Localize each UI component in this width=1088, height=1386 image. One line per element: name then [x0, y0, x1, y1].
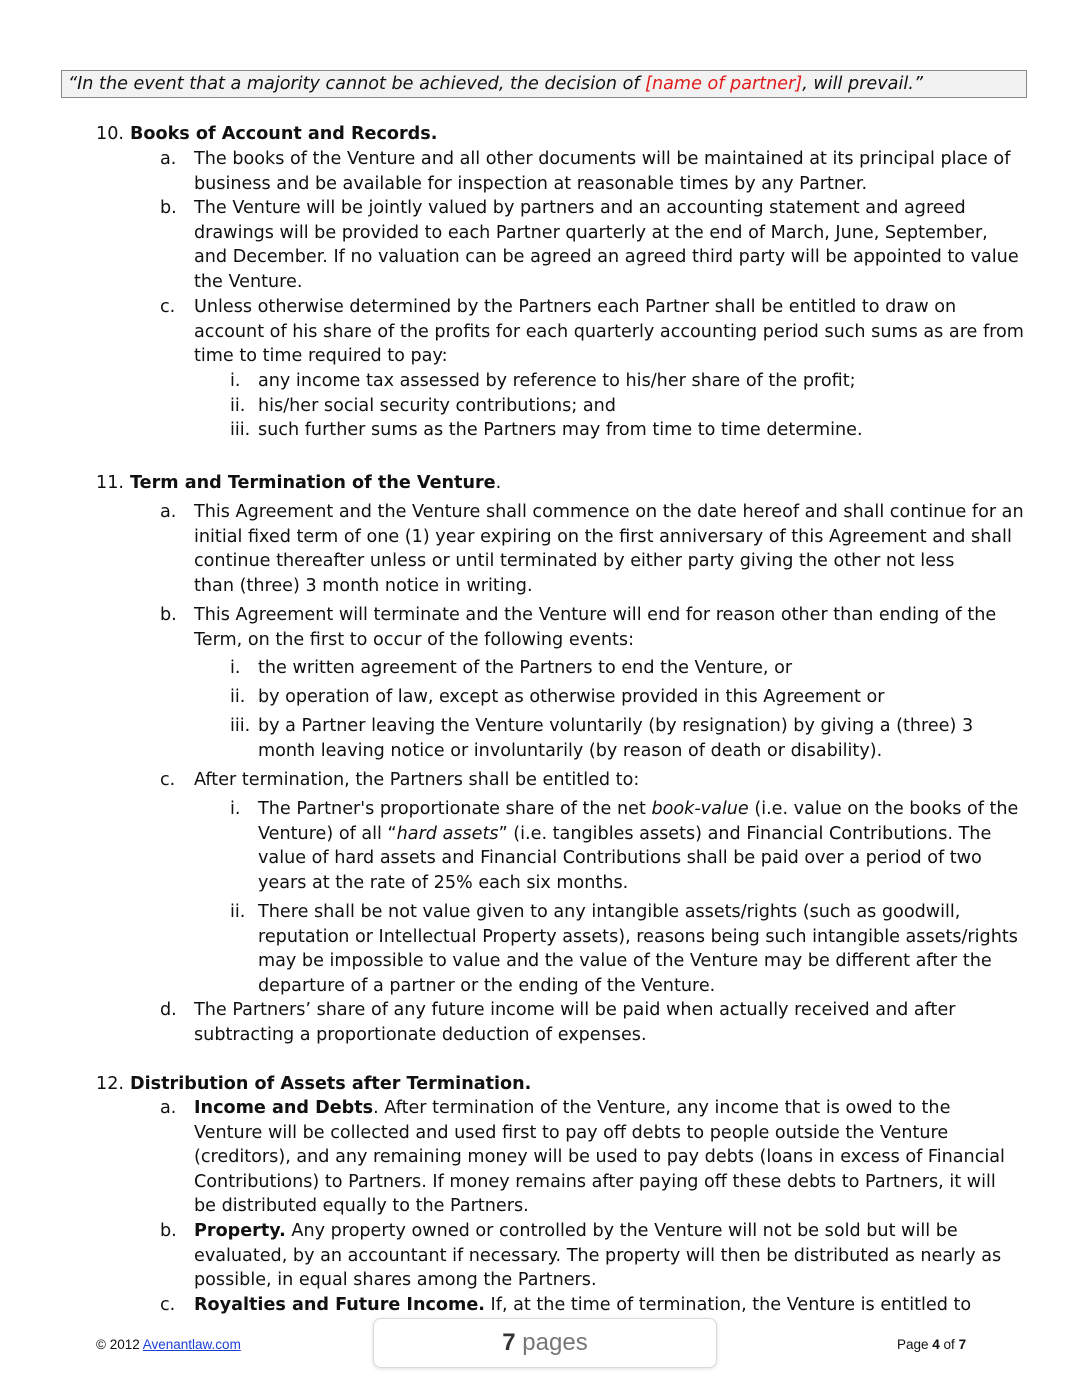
section-number: 11. [96, 473, 124, 493]
section-number: 10. [96, 124, 124, 144]
subitem-label: ii. [230, 687, 246, 707]
item-text [194, 1219, 1030, 1293]
item-label: a. [160, 149, 177, 169]
page-of: of [939, 1337, 959, 1352]
page-prefix: Page [897, 1337, 933, 1352]
subitem-label: ii. [230, 396, 246, 416]
hard-assets-term: hard assets [396, 823, 499, 844]
quote-placeholder: [name of partner] [645, 74, 803, 94]
section-12-item-b [160, 1219, 1030, 1293]
item-label: c. [160, 770, 176, 790]
subitem-text: There shall be not value given to any intangible assets/rights (such as goodwill, reputation or Intellectual Property assets), reasons being such intangible assets/rights may be impossible to value and the value of the Venture may be different after the departure of a partner or the ending of the Venture. [258, 902, 1018, 996]
item-label: b. [160, 198, 177, 218]
item-text: Unless otherwise determined by the Partners each Partner shall be entitled to draw on account of his share of the profits for each quarterly accounting period such sums as are from time to time required to pay: [194, 297, 1024, 367]
text-run: (i.e. value on the books of the Venture) of all “ [258, 799, 1019, 844]
section-12-heading [96, 1072, 531, 1097]
section-10-item-b [160, 196, 1030, 294]
page-count-unit: pages [515, 1329, 588, 1356]
section-title-end: . [495, 473, 502, 493]
section-10-item-c [160, 295, 1030, 369]
quote-text-after: , will prevail.” [802, 74, 923, 94]
item-lead: Income and Debts [194, 1098, 374, 1118]
section-10-heading [96, 122, 437, 147]
item-text: The Partners’ share of any future income will be paid when actually received and after subtracting a proportionate deduction of expenses. [194, 1000, 956, 1045]
item-label: d. [160, 1000, 177, 1020]
item-text: The Venture will be jointly valued by partners and an accounting statement and agreed drawings will be provided to each Partner quarterly at the end of March, June, September, and December. If no valuation can be agreed an agreed third party will be appointed to value the Venture. [194, 198, 1019, 292]
item-text: The books of the Venture and all other documents will be maintained at its principal place of business and be available for inspection at reasonable times by any Partner. [194, 149, 1011, 194]
subitem-label: i. [230, 371, 241, 391]
section-11-b-subitem-ii [230, 685, 1030, 710]
item-text [194, 1293, 1030, 1318]
subitem-text: by operation of law, except as otherwise provided in this Agreement or [258, 687, 885, 707]
subitem-label: iii. [230, 716, 251, 736]
section-title: Term and Termination of the Venture [130, 473, 496, 493]
section-11-b-subitem-iii [230, 714, 1030, 763]
section-11-c-subitem-i [230, 797, 1030, 895]
section-12-item-a [160, 1096, 1030, 1219]
subitem-text: any income tax assessed by reference to his/her share of the profit; [258, 371, 856, 391]
item-label: a. [160, 502, 177, 522]
text-run: If, at the time of termination, the Venture is entitled to [484, 1295, 972, 1315]
text-run: Any property owned or controlled by the Venture will not be sold but will be evaluated, by an accountant if necessary. The property will then be distributed as nearly as possible, in equal shares among the Partners. [194, 1221, 1002, 1291]
footer-page-number [897, 1337, 966, 1352]
section-title: Distribution of Assets after Termination. [130, 1074, 532, 1094]
quote-text-before: “In the event that a majority cannot be achieved, the decision of [68, 74, 646, 94]
book-value-term: book-value [651, 799, 749, 819]
subitem-text: his/her social security contributions; and [258, 396, 616, 416]
text-run: . After termination of the Venture, any income that is owed to the Venture will be collected and used first to pay off debts to people outside the Venture (creditors), and any remaining money will be used to pay debts (loans in excess of Financial Contributions) to Partners. If money remains after paying off these debts to Partners, it will be distributed equally to the Partners. [194, 1098, 1005, 1217]
section-12-item-c [160, 1293, 1030, 1318]
section-11-heading [96, 471, 501, 496]
quote-box [61, 70, 1027, 98]
section-11-item-b [160, 603, 1030, 652]
section-10-subitem-ii [230, 394, 1030, 419]
section-10-item-a [160, 147, 1030, 196]
item-text [194, 1096, 1030, 1219]
section-11-item-d [160, 998, 1030, 1047]
section-11-b-subitem-i [230, 656, 1030, 681]
text-run: ” (i.e. tangibles assets) and Financial Contributions. The value of hard assets and Financial Contributions shall be paid over a period of two years at the rate of 25% each six months. [258, 823, 992, 893]
copyright-text: © 2012 [96, 1337, 143, 1352]
section-11-c-subitem-ii [230, 900, 1030, 998]
subitem-text: the written agreement of the Partners to end the Venture, or [258, 658, 793, 678]
section-title: Books of Account and Records. [130, 124, 438, 144]
page-count-indicator[interactable] [373, 1318, 717, 1368]
section-10-subitem-i [230, 369, 1030, 394]
item-text: After termination, the Partners shall be entitled to: [194, 770, 640, 790]
subitem-label: iii. [230, 420, 251, 440]
section-11-item-a [160, 500, 1030, 598]
text-run: The Partner's proportionate share of the net [258, 799, 652, 819]
subitem-text: by a Partner leaving the Venture voluntarily (by resignation) by giving a (three) 3 month leaving notice or involuntarily (by reason of death or disability). [258, 716, 974, 761]
item-lead: Property. [194, 1221, 286, 1241]
item-text: This Agreement will terminate and the Venture will end for reason other than ending of the Term, on the first to occur of the following events: [194, 605, 997, 650]
footer-copyright [96, 1337, 241, 1352]
item-label: c. [160, 1295, 176, 1315]
section-11-item-c [160, 768, 1030, 793]
item-label: b. [160, 605, 177, 625]
page-count: 7 [502, 1329, 516, 1356]
section-10-subitem-iii [230, 418, 1030, 443]
item-text: This Agreement and the Venture shall commence on the date hereof and shall continue for an initial fixed term of one (1) year expiring on the first anniversary of this Agreement and shall continue thereafter unless or until terminated by either party giving the other not less than (three) 3 month notice in writing. [194, 502, 1024, 596]
item-label: b. [160, 1221, 177, 1241]
subitem-text: such further sums as the Partners may from time to time determine. [258, 420, 863, 440]
subitem-label: i. [230, 799, 241, 819]
item-lead: Royalties and Future Income. [194, 1295, 485, 1315]
page-total: 7 [958, 1337, 967, 1352]
subitem-label: ii. [230, 902, 246, 922]
subitem-text [258, 797, 1030, 895]
item-label: a. [160, 1098, 177, 1118]
footer-link[interactable]: Avenantlaw.com [142, 1337, 241, 1352]
item-label: c. [160, 297, 176, 317]
section-number: 12. [96, 1074, 124, 1094]
page-current: 4 [932, 1337, 940, 1352]
subitem-label: i. [230, 658, 241, 678]
